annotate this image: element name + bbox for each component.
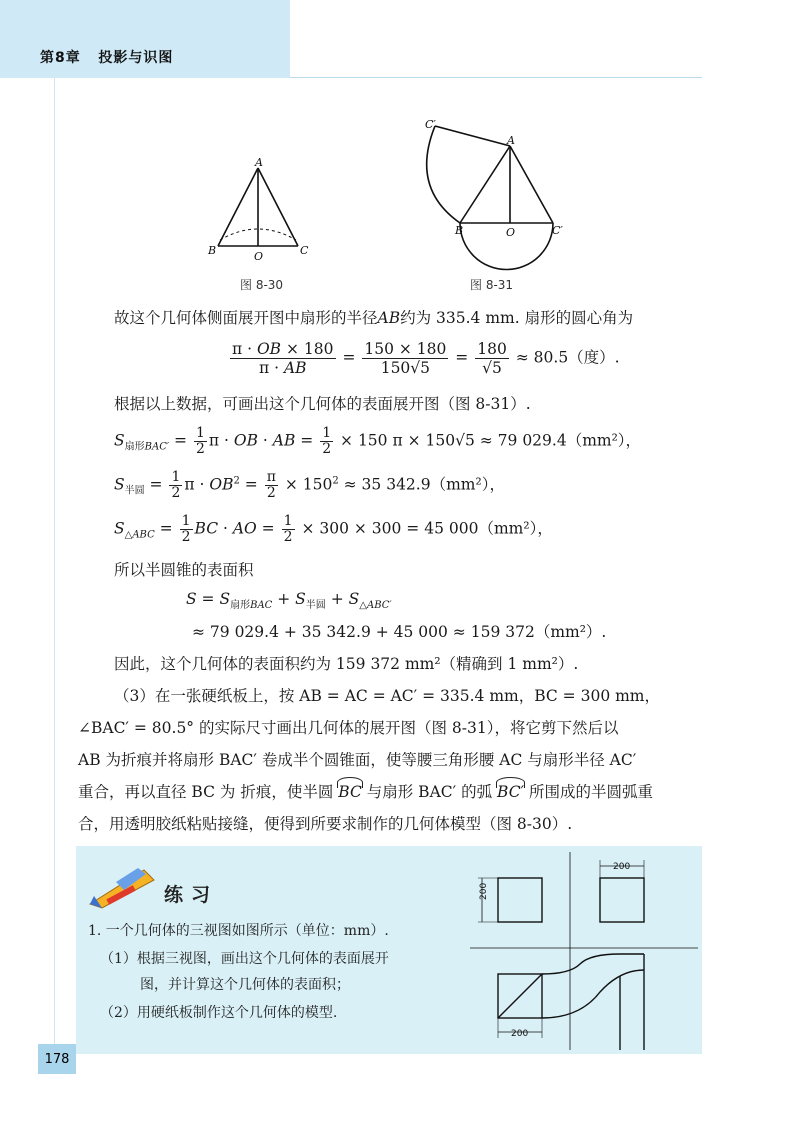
paragraph-conclusion: 因此，这个几何体的表面积约为 159 372 mm²（精确到 1 mm²）.: [114, 655, 579, 673]
svg-text:C′: C′: [425, 118, 436, 131]
page-number: 178: [38, 1044, 76, 1074]
dim-label-bottom: 200: [511, 1029, 529, 1039]
paragraph-total: 所以半圆锥的表面积: [114, 561, 254, 579]
equation-triangle-area: $S_{\triangle ABC}$ = $\frac{1}{2}$ BC · AO = $\frac{1}{2}$ × 300 × 300 = 45 000（mm²），: [114, 513, 553, 545]
caption-8-31: 图 8-31: [470, 278, 514, 292]
paragraph-step3-line1: （3）在一张硬纸板上，按 AB = AC = AC′ = 335.4 mm，BC = 300 mm，: [114, 687, 661, 705]
svg-text:B: B: [455, 224, 464, 237]
svg-text:B: B: [208, 244, 217, 257]
svg-text:O: O: [254, 250, 264, 263]
equation-angle: $\frac{\pi \cdot OB \times 180}{\pi \cdot AB}$ = $\frac{150 \times 180}{150√5}$ = $\frac{180}{√5}$ ≈ 80.5（度）.: [232, 340, 620, 377]
equation-total-line1: $S = S_{扇形BAC} + S_{半圆} + S_{\triangle ABC'}$: [186, 590, 392, 612]
exercise-q1a-cont: 图，并计算这个几何体的表面积；: [140, 977, 350, 993]
svg-text:C′: C′: [552, 224, 563, 237]
paragraph-step3-line5: 合，用透明胶纸粘贴接缝，便得到所要求制作的几何体模型（图 8-30）.: [78, 815, 573, 833]
margin-rule: [54, 78, 55, 1048]
equation-semicircle-area: $S_{半圆}$ = $\frac{1}{2}$ $\pi \cdot OB^2$ = $\frac{\pi}{2}$ × $150^2 \approx 35$ 342.9（mm²），: [114, 469, 505, 501]
three-view-drawing: [470, 852, 698, 1050]
dim-label-top: 200: [613, 862, 631, 872]
paragraph-unfold: 根据以上数据，可画出这个几何体的表面展开图（图 8-31）.: [114, 395, 531, 413]
exercise-q1a: （1）根据三视图，画出这个几何体的表面展开: [100, 951, 389, 967]
exercise-box: [76, 846, 702, 1054]
svg-text:A: A: [507, 134, 515, 147]
chapter-title: [40, 47, 173, 67]
svg-text:O: O: [506, 226, 516, 239]
exercise-q1b: （2）用硬纸板制作这个几何体的模型.: [100, 1005, 338, 1021]
equation-sector-area: $S_{扇形BAC'}$ = $\frac{1}{2}$ π · OB · AB = $\frac{1}{2}$ × 150 π × 150√5 ≈ 79 029.4（mm²），: [114, 425, 642, 457]
paragraph-step3-line3: AB 为折痕并将扇形 BAC′ 卷成半个圆锥面，使等腰三角形腰 AC 与扇形半径 AC′: [78, 751, 637, 769]
equation-total-line2: ≈ 79 029.4 + 35 342.9 + 45 000 ≈ 159 372（mm²）.: [192, 623, 607, 641]
paragraph-radius: 故这个几何体侧面展开图中扇形的半径AB约为 335.4 mm. 扇形的圆心角为: [114, 309, 634, 327]
exercise-title: 练习: [164, 884, 219, 906]
paragraph-step3-line4: 重合，再以直径 BC 为 折痕，使半圆 BC 与扇形 BAC′ 的弧 BC′ 所围成的半圆弧重: [78, 783, 654, 801]
header-rule: [290, 77, 702, 78]
dim-label-side: 200: [479, 882, 489, 900]
exercise-q1: 1. 一个几何体的三视图如图所示（单位：mm）.: [88, 923, 389, 939]
arc-bc: BC: [338, 783, 362, 801]
figure-8-31: [415, 118, 580, 278]
figure-8-30: [200, 118, 320, 268]
arc-bc-prime: BC′: [497, 783, 525, 801]
caption-8-30: 图 8-30: [240, 278, 284, 292]
chapter-number: 第8章: [40, 50, 81, 66]
svg-text:C: C: [300, 244, 309, 257]
paragraph-step3-line2: ∠BAC′ = 80.5° 的实际尺寸画出几何体的展开图（图 8-31），将它剪下然后以: [78, 719, 619, 737]
svg-text:A: A: [255, 156, 263, 169]
pencil-icon: [86, 864, 158, 910]
chapter-name: 投影与识图: [98, 50, 174, 66]
chapter-header: [0, 0, 290, 78]
